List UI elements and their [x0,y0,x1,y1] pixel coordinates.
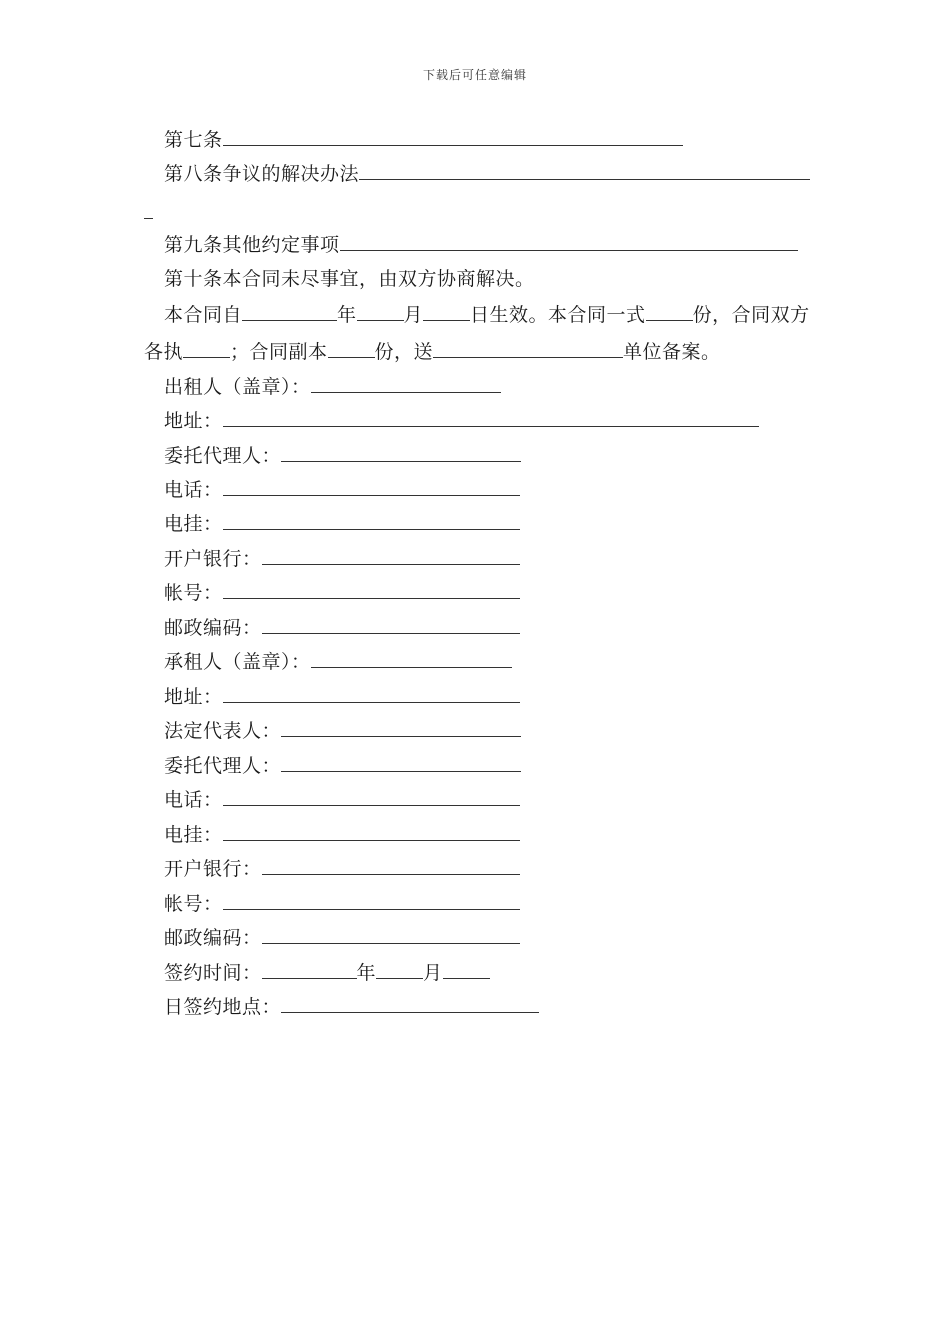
lessor-telegraph-row [164,511,520,536]
signing-year-blank[interactable] [262,960,357,979]
signing-year-label: 年 [356,962,377,984]
validity-line-2 [144,339,721,364]
clause-8 [164,161,810,186]
lessee-seal-row [164,649,512,674]
lessee-account-row [164,891,520,916]
lessee-agent-blank[interactable] [281,753,521,772]
validity-text-2: 年 [337,304,357,326]
signing-day-blank[interactable] [443,960,490,979]
each-holds-blank[interactable] [183,339,230,358]
lessee-phone-row [164,787,520,812]
lessee-legal-rep-blank[interactable] [281,718,521,737]
lessee-address-blank[interactable] [223,684,520,703]
lessor-postcode-row [164,615,520,640]
signing-time-row [164,960,490,985]
validity-text-7: ；合同副本 [230,341,328,363]
lessee-agent-label: 委托代理人： [164,755,282,777]
lessee-seal-blank[interactable] [311,649,512,668]
clause-8-blank[interactable] [359,161,810,180]
clause-7 [164,127,683,152]
lessor-bank-row [164,546,520,571]
clause-9 [164,232,798,257]
lessee-address-row [164,684,520,709]
lessee-account-label: 帐号： [164,893,223,915]
lessor-seal-blank[interactable] [311,374,501,393]
lessee-account-blank[interactable] [223,891,520,910]
clause-8-continuation [144,200,153,225]
lessor-agent-row [164,443,521,468]
duplicate-count-blank[interactable] [328,339,375,358]
effective-year-blank[interactable] [242,302,337,321]
lessor-account-blank[interactable] [223,580,520,599]
signing-place-label: 日签约地点： [164,996,282,1018]
lessee-postcode-blank[interactable] [262,925,520,944]
lessor-phone-row [164,477,520,502]
effective-day-blank[interactable] [423,302,470,321]
clause-9-label: 第九条其他约定事项 [164,234,340,256]
clause-8-label: 第八条争议的解决办法 [164,163,360,185]
lessee-bank-blank[interactable] [262,856,520,875]
lessee-telegraph-blank[interactable] [223,822,520,841]
validity-text-9: 单位备案。 [623,341,721,363]
lessee-legal-rep-label: 法定代表人： [164,720,282,742]
copies-count-blank[interactable] [646,302,693,321]
lessor-phone-label: 电话： [164,479,223,501]
clause-7-label: 第七条 [164,129,223,151]
clause-9-blank[interactable] [340,232,798,251]
lessor-postcode-label: 邮政编码： [164,617,262,639]
lessor-seal-label: 出租人（盖章）： [164,376,311,398]
lessee-postcode-row [164,925,520,950]
validity-text-8: 份，送 [374,341,434,363]
lessor-bank-blank[interactable] [262,546,520,565]
signing-time-label: 签约时间： [164,962,262,984]
lessor-telegraph-label: 电挂： [164,513,223,535]
lessor-phone-blank[interactable] [223,477,520,496]
lessor-address-row [164,408,759,433]
clause-10: 第十条本合同未尽事宜，由双方协商解决。 [164,268,535,290]
lessor-account-row [164,580,520,605]
lessor-bank-label: 开户银行： [164,548,262,570]
lessor-postcode-blank[interactable] [262,615,520,634]
lessor-address-blank[interactable] [223,408,759,427]
signing-month-label: 月 [423,962,443,984]
lessor-agent-label: 委托代理人： [164,445,282,467]
lessee-bank-label: 开户银行： [164,858,262,880]
lessee-phone-blank[interactable] [223,787,520,806]
clause-7-blank[interactable] [223,127,683,146]
lessee-postcode-label: 邮政编码： [164,927,262,949]
signing-month-blank[interactable] [376,960,423,979]
validity-text-4: 日生效。本合同一式 [470,304,646,326]
lessee-telegraph-label: 电挂： [164,824,223,846]
validity-text-5: 份，合同双方 [692,304,810,326]
lessor-agent-blank[interactable] [281,443,521,462]
lessee-seal-label: 承租人（盖章）： [164,651,311,673]
lessor-telegraph-blank[interactable] [223,511,520,530]
lessor-account-label: 帐号： [164,582,223,604]
clause-8-blank-wrap[interactable] [144,200,153,219]
lessee-phone-label: 电话： [164,789,223,811]
lessee-agent-row [164,753,521,778]
page-header: 下载后可任意编辑 [422,68,527,82]
lessor-seal-row [164,374,501,399]
validity-text-6: 各执 [144,341,184,363]
signing-place-blank[interactable] [281,994,539,1013]
lessor-address-label: 地址： [164,410,223,432]
signing-place-row [164,994,539,1019]
validity-text-3: 月 [403,304,424,326]
validity-text-1: 本合同自 [164,304,243,326]
effective-month-blank[interactable] [357,302,404,321]
lessee-telegraph-row [164,822,520,847]
lessee-address-label: 地址： [164,686,223,708]
filing-unit-blank[interactable] [433,339,623,358]
validity-line-1 [164,302,810,327]
lessee-legal-rep-row [164,718,521,743]
lessee-bank-row [164,856,520,881]
